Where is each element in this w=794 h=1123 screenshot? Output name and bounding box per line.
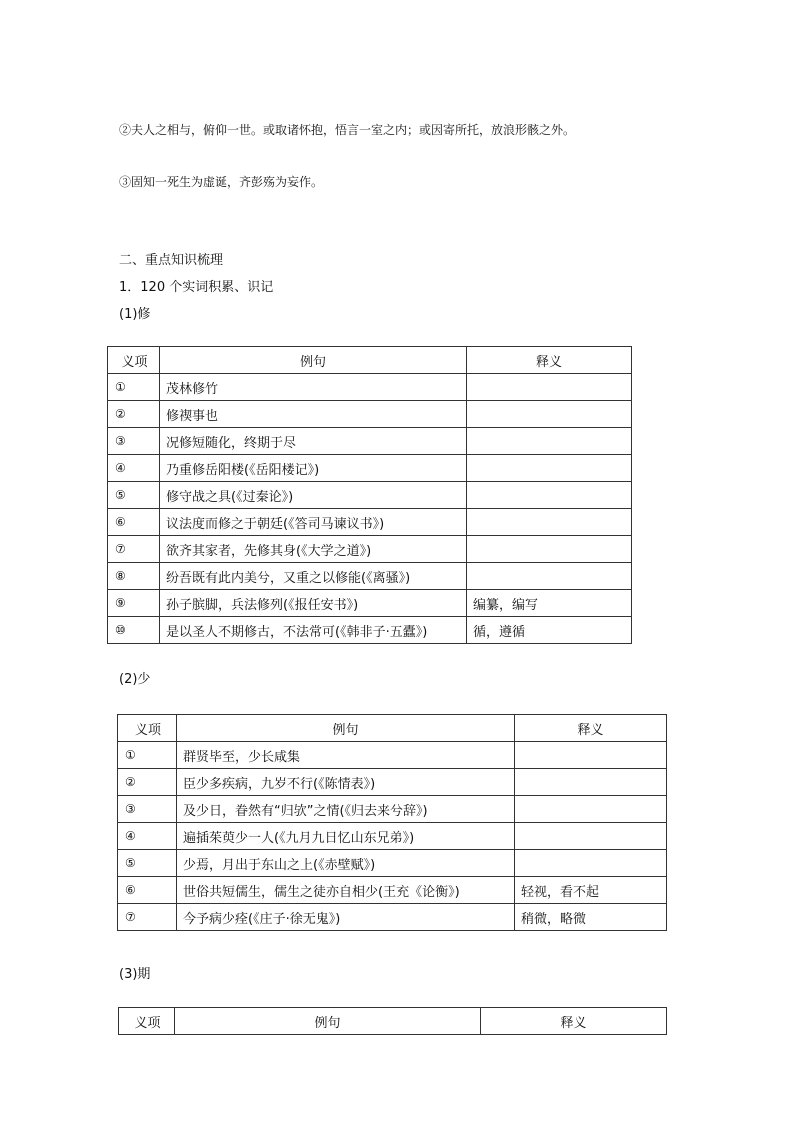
definition <box>467 536 632 563</box>
table-row <box>108 455 632 482</box>
definition <box>467 455 632 482</box>
example-sentence: 是以圣人不期修古，不法常可(《韩非子·五蠹》) <box>160 617 467 644</box>
row-number: ⑦ <box>118 904 177 931</box>
table-label-shao: (2)少 <box>119 672 151 687</box>
header-liju: 例句 <box>177 715 515 742</box>
quote-2: ②夫人之相与，俯仰一世。或取诸怀抱，悟言一室之内；或因寄所托，放浪形骸之外。 <box>119 123 576 137</box>
row-number: ⑨ <box>108 590 160 617</box>
table-row <box>118 796 667 823</box>
definition <box>515 769 667 796</box>
row-number: ④ <box>118 823 177 850</box>
table-body <box>118 715 667 931</box>
row-number: ⑤ <box>108 482 160 509</box>
definition <box>467 401 632 428</box>
header-yixiang: 义项 <box>118 715 177 742</box>
example-sentence: 修守战之具(《过秦论》) <box>160 482 467 509</box>
row-number: ① <box>108 374 160 401</box>
table-header-row <box>108 347 632 374</box>
definition <box>515 823 667 850</box>
header-liju: 例句 <box>175 1008 481 1035</box>
table-label-qi: (3)期 <box>119 967 151 982</box>
example-sentence: 乃重修岳阳楼(《岳阳楼记》) <box>160 455 467 482</box>
definition: 轻视，看不起 <box>515 877 667 904</box>
example-sentence: 世俗共短儒生，儒生之徒亦自相少(王充《论衡》) <box>177 877 515 904</box>
example-sentence: 茂林修竹 <box>160 374 467 401</box>
row-number: ⑥ <box>108 509 160 536</box>
definition <box>515 742 667 769</box>
table-body <box>108 347 632 644</box>
definition <box>467 509 632 536</box>
row-number: ③ <box>108 428 160 455</box>
row-number: ⑧ <box>108 563 160 590</box>
subsection-title: 1．120 个实词积累、识记 <box>119 280 274 295</box>
example-sentence: 少焉，月出于东山之上(《赤壁赋》) <box>177 850 515 877</box>
table-row <box>108 617 632 644</box>
example-sentence: 臣少多疾病，九岁不行(《陈情表》) <box>177 769 515 796</box>
table-row <box>118 877 667 904</box>
definition <box>467 428 632 455</box>
table-row <box>108 428 632 455</box>
vocab-table-shao <box>117 714 667 931</box>
table-header-row <box>118 715 667 742</box>
example-sentence: 今予病少痊(《庄子·徐无鬼》) <box>177 904 515 931</box>
definition: 编纂，编写 <box>467 590 632 617</box>
header-shiyi: 释义 <box>481 1008 667 1035</box>
definition <box>515 850 667 877</box>
definition <box>467 482 632 509</box>
example-sentence: 及少日，眷然有“归欤”之情(《归去来兮辞》) <box>177 796 515 823</box>
table-row <box>108 482 632 509</box>
table-body <box>119 1008 667 1035</box>
table-row <box>118 769 667 796</box>
example-sentence: 况修短随化，终期于尽 <box>160 428 467 455</box>
table-header-row <box>119 1008 667 1035</box>
table-row <box>108 590 632 617</box>
row-number: ② <box>118 769 177 796</box>
row-number: ① <box>118 742 177 769</box>
header-yixiang: 义项 <box>108 347 160 374</box>
example-sentence: 纷吾既有此内美兮，又重之以修能(《离骚》) <box>160 563 467 590</box>
table-row <box>108 374 632 401</box>
example-sentence: 欲齐其家者，先修其身(《大学之道》) <box>160 536 467 563</box>
header-shiyi: 释义 <box>515 715 667 742</box>
row-number: ③ <box>118 796 177 823</box>
table-row <box>108 563 632 590</box>
vocab-table-xiu <box>107 346 632 644</box>
definition <box>467 563 632 590</box>
example-sentence: 孙子膑脚，兵法修列(《报任安书》) <box>160 590 467 617</box>
section-title: 二、重点知识梳理 <box>119 253 224 268</box>
table-row <box>108 536 632 563</box>
definition <box>467 374 632 401</box>
row-number: ⑥ <box>118 877 177 904</box>
quote-3: ③固知一死生为虚诞，齐彭殇为妄作。 <box>119 175 324 189</box>
example-sentence: 群贤毕至，少长咸集 <box>177 742 515 769</box>
header-liju: 例句 <box>160 347 467 374</box>
header-shiyi: 释义 <box>467 347 632 374</box>
example-sentence: 议法度而修之于朝廷(《答司马谏议书》) <box>160 509 467 536</box>
table-row <box>108 401 632 428</box>
definition: 循，遵循 <box>467 617 632 644</box>
vocab-table-qi <box>118 1007 667 1035</box>
table-row <box>118 823 667 850</box>
table-row <box>108 509 632 536</box>
table-label-xiu: (1)修 <box>119 307 151 322</box>
header-yixiang: 义项 <box>119 1008 175 1035</box>
row-number: ⑩ <box>108 617 160 644</box>
table-row <box>118 904 667 931</box>
definition <box>515 796 667 823</box>
definition: 稍微，略微 <box>515 904 667 931</box>
row-number: ⑦ <box>108 536 160 563</box>
table-row <box>118 742 667 769</box>
table-row <box>118 850 667 877</box>
row-number: ② <box>108 401 160 428</box>
example-sentence: 修禊事也 <box>160 401 467 428</box>
example-sentence: 遍插茱萸少一人(《九月九日忆山东兄弟》) <box>177 823 515 850</box>
row-number: ⑤ <box>118 850 177 877</box>
row-number: ④ <box>108 455 160 482</box>
